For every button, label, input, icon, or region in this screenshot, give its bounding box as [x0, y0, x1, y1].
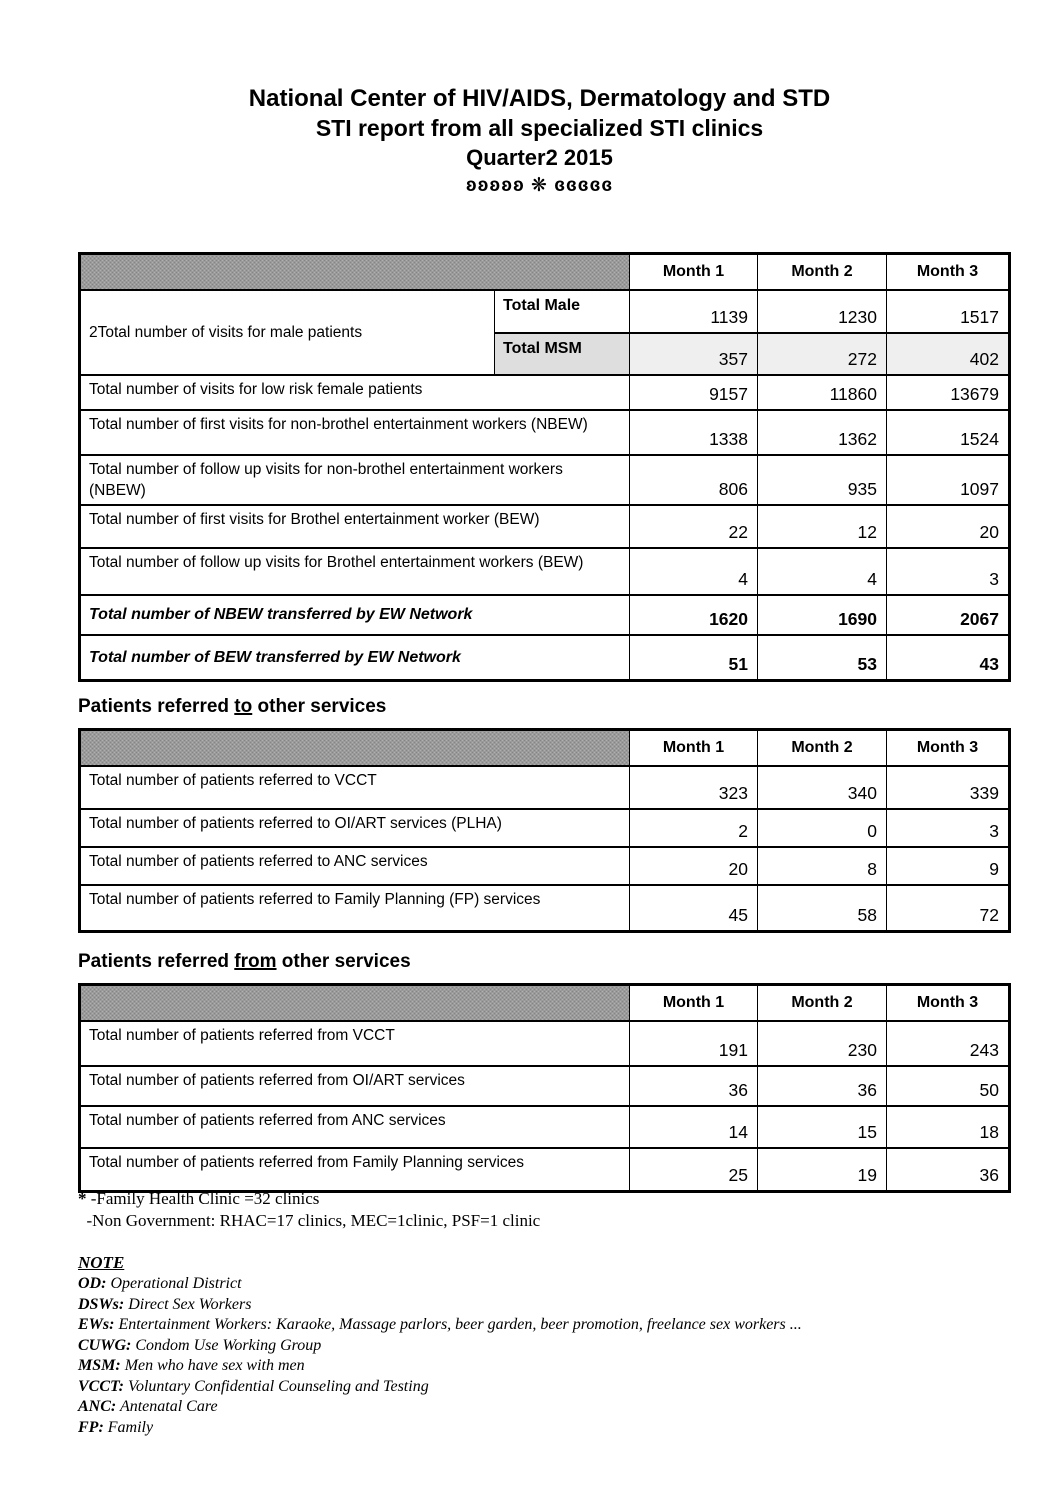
table-header-row	[80, 254, 1010, 290]
note-abbr: MSM:	[78, 1357, 121, 1374]
sub-row-label: Total Male	[495, 290, 630, 333]
value-cell: 272	[758, 333, 887, 375]
report-title-line3: Quarter2 2015	[466, 145, 613, 170]
value-cell: 50	[887, 1066, 1010, 1106]
report-title-block	[0, 83, 1059, 199]
value-cell: 3	[887, 548, 1010, 595]
note-text: Men who have sex with men	[120, 1357, 305, 1374]
table-row	[80, 290, 1010, 333]
row-label: Total number of patients referred from VCCT	[80, 1021, 630, 1066]
month-header: Month 2	[758, 985, 887, 1021]
referred-from-table	[78, 983, 1011, 1193]
row-label: Total number of visits for low risk female patients	[80, 375, 630, 410]
row-label: Total number of first visits for Brothel entertainment worker (BEW)	[80, 505, 630, 548]
sub-row-label: Total MSM	[495, 333, 630, 375]
heading-underlined-word: from	[234, 951, 277, 972]
month-header: Month 2	[758, 254, 887, 290]
table-row	[80, 375, 1010, 410]
table-row	[80, 1148, 1010, 1192]
note-item	[78, 1295, 802, 1316]
value-cell: 1362	[758, 410, 887, 455]
note-abbr: DSWs:	[78, 1295, 125, 1313]
value-cell: 45	[630, 885, 758, 932]
value-cell: 1230	[758, 290, 887, 333]
row-label: Total number of patients referred to VCCT	[80, 766, 630, 809]
value-cell: 1517	[887, 290, 1010, 333]
note-text: Voluntary Confidential Counseling and Testing	[123, 1377, 429, 1395]
row-label: Total number of patients referred from ANC services	[80, 1106, 630, 1148]
heading-prefix: Patients referred	[78, 696, 235, 717]
value-cell: 58	[758, 885, 887, 932]
note-block	[78, 1252, 802, 1438]
month-header: Month 3	[887, 254, 1010, 290]
value-cell: 36	[887, 1148, 1010, 1192]
value-cell: 4	[758, 548, 887, 595]
value-cell: 2	[630, 809, 758, 847]
value-cell: 323	[630, 766, 758, 809]
value-cell: 8	[758, 847, 887, 885]
section-heading-referred-to	[78, 696, 386, 718]
value-cell: 1139	[630, 290, 758, 333]
table-row	[80, 595, 1010, 635]
value-cell: 15	[758, 1106, 887, 1148]
note-item	[78, 1418, 802, 1439]
table-row	[80, 548, 1010, 595]
value-cell: 4	[630, 548, 758, 595]
value-cell: 72	[887, 885, 1010, 932]
value-cell: 12	[758, 505, 887, 548]
month-header: Month 1	[630, 730, 758, 766]
note-abbr: VCCT:	[78, 1377, 124, 1395]
footnote-marker: *	[78, 1189, 87, 1208]
row-label: Total number of patients referred to Family Planning (FP) services	[80, 885, 630, 932]
value-cell: 1524	[887, 410, 1010, 455]
note-heading: NOTE	[78, 1253, 125, 1272]
header-spacer-cell	[80, 254, 630, 290]
table-row	[80, 885, 1010, 932]
note-item	[78, 1274, 802, 1295]
note-item	[78, 1336, 802, 1357]
value-cell: 1097	[887, 455, 1010, 505]
footnote-text: -Non Government: RHAC=17 clinics, MEC=1clinic, PSF=1 clinic	[78, 1211, 541, 1230]
table-row	[80, 410, 1010, 455]
note-text: Antenatal Care	[116, 1398, 218, 1415]
row-label: Total number of first visits for non-brothel entertainment workers (NBEW)	[80, 410, 630, 455]
value-cell: 340	[758, 766, 887, 809]
table-row	[80, 635, 1010, 681]
value-cell: 806	[630, 455, 758, 505]
value-cell: 243	[887, 1021, 1010, 1066]
table-row	[80, 505, 1010, 548]
value-cell: 13679	[887, 375, 1010, 410]
value-cell: 25	[630, 1148, 758, 1192]
section-heading-referred-from	[78, 951, 411, 973]
table-header-row	[80, 985, 1010, 1021]
note-abbr: ANC:	[78, 1398, 117, 1415]
value-cell: 20	[630, 847, 758, 885]
row-label: Total number of BEW transferred by EW Network	[80, 635, 630, 681]
value-cell: 191	[630, 1021, 758, 1066]
note-text: Entertainment Workers: Karaoke, Massage parlors, beer garden, beer promotion, freelance sex workers ...	[114, 1316, 802, 1333]
note-abbr: OD:	[78, 1275, 107, 1292]
visits-table	[78, 252, 1011, 682]
value-cell: 1690	[758, 595, 887, 635]
row-label: Total number of patients referred from Family Planning services	[80, 1148, 630, 1192]
note-item	[78, 1315, 802, 1336]
heading-prefix: Patients referred	[78, 951, 235, 972]
report-title-line2: STI report from all specialized STI clinics	[315, 115, 764, 141]
decorative-ornament: ʚʚʚʚʚ ❋ ɞɞɞɞɞ	[465, 175, 614, 196]
note-item	[78, 1377, 802, 1398]
month-header: Month 1	[630, 985, 758, 1021]
note-item	[78, 1397, 802, 1418]
value-cell: 9157	[630, 375, 758, 410]
value-cell: 230	[758, 1021, 887, 1066]
value-cell: 36	[758, 1066, 887, 1106]
note-abbr: FP:	[78, 1418, 104, 1436]
row-label: Total number of follow up visits for non-brothel entertainment workers (NBEW)	[80, 455, 630, 505]
value-cell: 18	[887, 1106, 1010, 1148]
value-cell: 19	[758, 1148, 887, 1192]
row-label: Total number of patients referred from OI/ART services	[80, 1066, 630, 1106]
value-cell: 20	[887, 505, 1010, 548]
header-spacer-cell	[80, 985, 630, 1021]
value-cell: 36	[630, 1066, 758, 1106]
table-row	[80, 455, 1010, 505]
value-cell: 53	[758, 635, 887, 681]
report-title-line1: National Center of HIV/AIDS, Dermatology and STD	[248, 85, 831, 112]
note-text: Operational District	[106, 1275, 242, 1292]
value-cell: 402	[887, 333, 1010, 375]
value-cell: 1338	[630, 410, 758, 455]
value-cell: 51	[630, 635, 758, 681]
note-abbr: CUWG:	[78, 1336, 132, 1354]
row-label: 2Total number of visits for male patients	[80, 290, 495, 375]
value-cell: 43	[887, 635, 1010, 681]
value-cell: 9	[887, 847, 1010, 885]
value-cell: 2067	[887, 595, 1010, 635]
footnote-text: -Family Health Clinic =32 clinics	[86, 1189, 320, 1208]
table-header-row	[80, 730, 1010, 766]
note-text: Direct Sex Workers	[124, 1295, 252, 1313]
note-item	[78, 1356, 802, 1377]
heading-suffix: other services	[276, 951, 411, 972]
value-cell: 14	[630, 1106, 758, 1148]
note-text: Condom Use Working Group	[131, 1336, 322, 1354]
table-row	[80, 847, 1010, 885]
table-row	[80, 1021, 1010, 1066]
note-text: Family	[103, 1418, 154, 1436]
value-cell: 357	[630, 333, 758, 375]
header-spacer-cell	[80, 730, 630, 766]
month-header: Month 3	[887, 985, 1010, 1021]
heading-suffix: other services	[252, 696, 387, 717]
footnote-line	[78, 1210, 540, 1232]
value-cell: 1620	[630, 595, 758, 635]
value-cell: 935	[758, 455, 887, 505]
referred-to-table	[78, 728, 1011, 933]
row-label: Total number of NBEW transferred by EW Network	[80, 595, 630, 635]
table-row	[80, 766, 1010, 809]
month-header: Month 1	[630, 254, 758, 290]
row-label: Total number of follow up visits for Brothel entertainment workers (BEW)	[80, 548, 630, 595]
value-cell: 11860	[758, 375, 887, 410]
value-cell: 3	[887, 809, 1010, 847]
footnotes	[78, 1188, 540, 1232]
row-label: Total number of patients referred to ANC services	[80, 847, 630, 885]
table-row	[80, 1106, 1010, 1148]
table-row	[80, 809, 1010, 847]
value-cell: 0	[758, 809, 887, 847]
value-cell: 339	[887, 766, 1010, 809]
table-row	[80, 1066, 1010, 1106]
row-label: Total number of patients referred to OI/ART services (PLHA)	[80, 809, 630, 847]
note-abbr: EWs:	[78, 1316, 115, 1333]
footnote-line	[78, 1188, 540, 1210]
value-cell: 22	[630, 505, 758, 548]
month-header: Month 2	[758, 730, 887, 766]
month-header: Month 3	[887, 730, 1010, 766]
heading-underlined-word: to	[234, 696, 253, 717]
